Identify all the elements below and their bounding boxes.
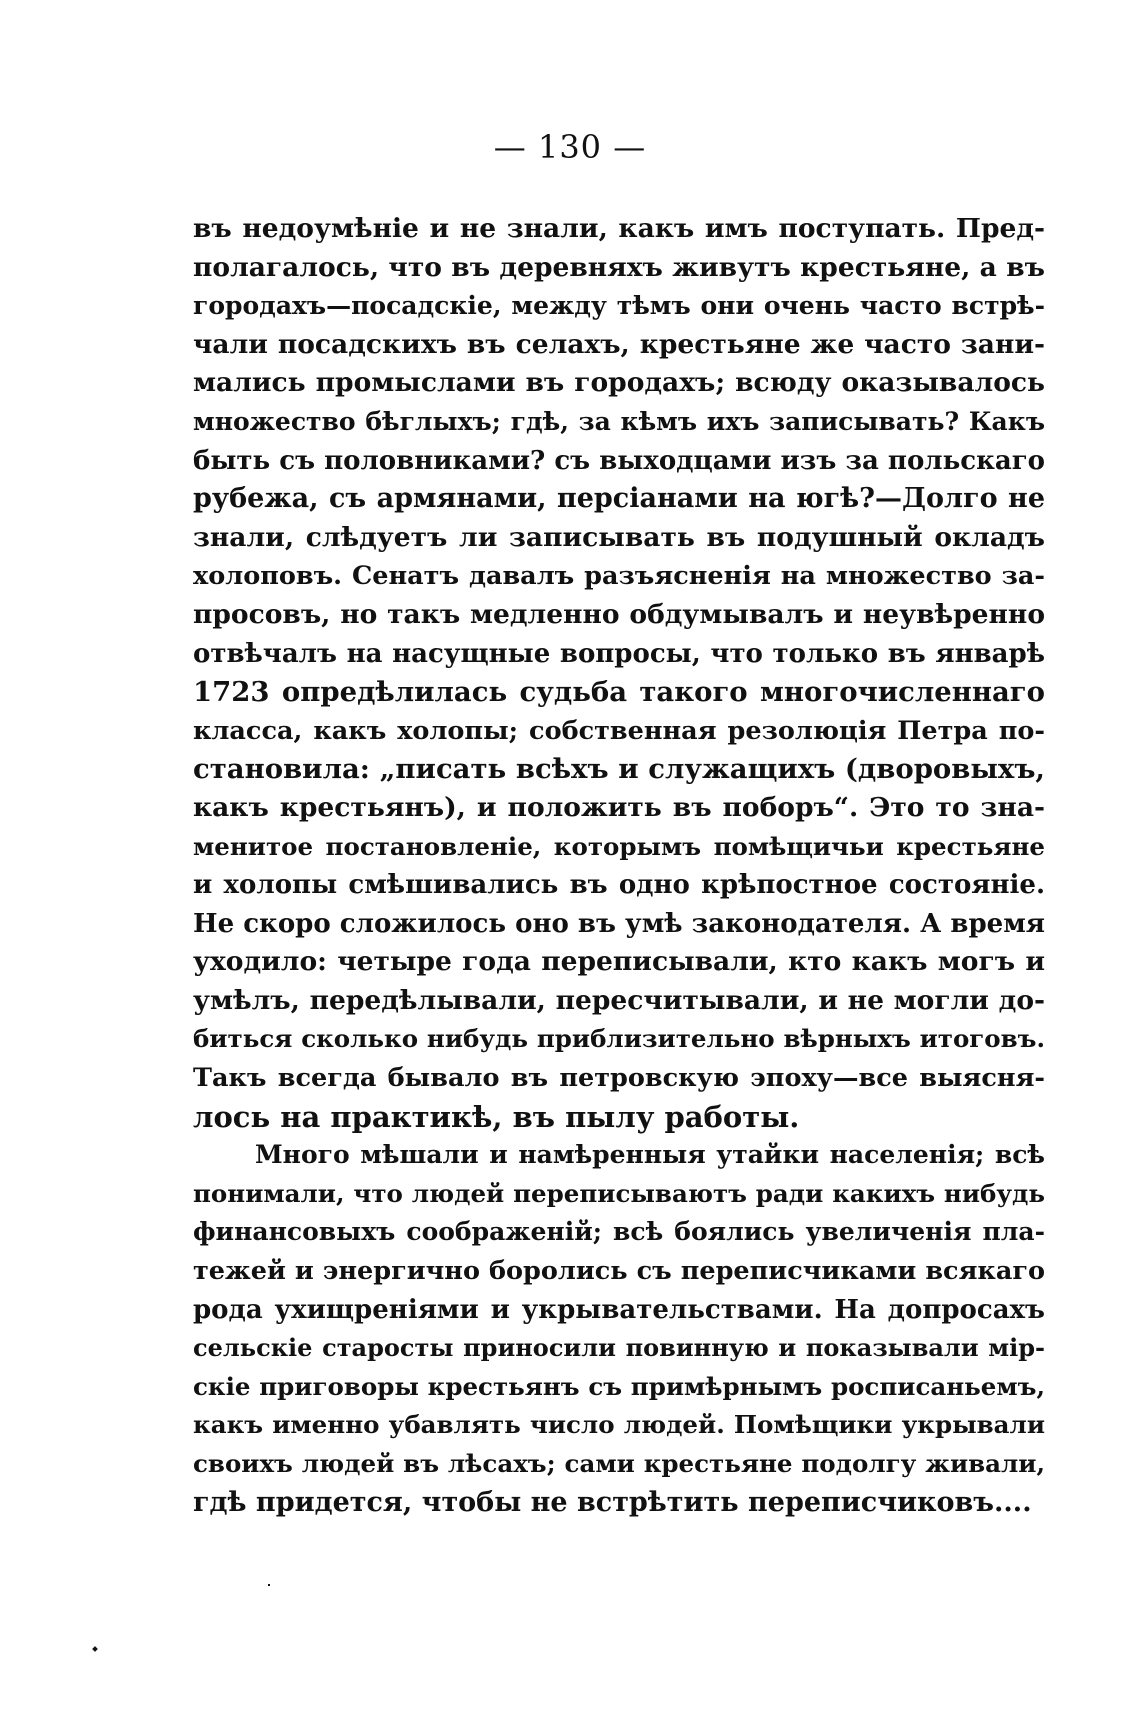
text-line: множество бѣглыхъ; гдѣ, за кѣмъ ихъ записывать? Какъ	[193, 406, 1045, 436]
page-number: — 130 —	[493, 128, 647, 166]
text-line: чали посадскихъ въ селахъ, крестьяне же часто зани-	[193, 328, 1045, 360]
text-line: становила: „писать всѣхъ и служащихъ (дворовыхъ,	[193, 753, 1045, 786]
paragraph-1	[193, 210, 1045, 1136]
text-line: въ недоумѣніе и не знали, какъ имъ поступать. Пред-	[193, 213, 1045, 244]
text-line: рода ухищреніями и укрывательствами. На допросахъ	[193, 1294, 1045, 1325]
text-line: просовъ, но такъ медленно обдумывалъ и неувѣренно	[193, 598, 1045, 630]
text-line: понимали, что людей переписываютъ ради какихъ нибудь	[193, 1178, 1045, 1208]
text-line: городахъ—посадскіе, между тѣмъ они очень часто встрѣ-	[193, 291, 1045, 321]
text-line: и холопы смѣшивались въ одно крѣпостное состояніе.	[193, 870, 1045, 901]
text-line: 1723 опредѣлилась судьба такого многочисленнаго	[193, 676, 1045, 709]
text-line: Много мѣшали и намѣренныя утайки населенія; всѣ	[255, 1140, 1045, 1170]
scan-speck	[268, 1584, 270, 1586]
text-line: холоповъ. Сенатъ давалъ разъясненія на множество за-	[193, 561, 1045, 592]
text-line: отвѣчалъ на насущные вопросы, что только въ январѣ	[193, 638, 1045, 669]
text-line: лось на практикѣ, въ пылу работы.	[193, 1099, 800, 1134]
text-line: биться сколько нибудь приблизительно вѣрныхъ итоговъ.	[193, 1024, 1045, 1054]
text-line: Не скоро сложилось оно въ умѣ законодателя. А время	[193, 908, 1045, 939]
text-line: полагалось, что въ деревняхъ живутъ крестьяне, а въ	[193, 251, 1045, 283]
text-line: гдѣ придется, чтобы не встрѣтить переписчиковъ....	[193, 1486, 1032, 1518]
paragraph-2	[193, 1136, 1045, 1522]
text-line: знали, слѣдуетъ ли записывать въ подушный окладъ	[193, 521, 1045, 553]
text-line: сельскіе старосты приносили повинную и показывали мір-	[193, 1333, 1045, 1363]
text-line: Такъ всегда бывало въ петровскую эпоху—все выясня-	[193, 1063, 1045, 1094]
text-line: своихъ людей въ лѣсахъ; сами крестьяне подолгу живали,	[193, 1449, 1045, 1478]
text-line: класса, какъ холопы; собственная резолюція Петра по-	[193, 715, 1045, 746]
text-line: мались промыслами въ городахъ; всюду оказывалось	[193, 367, 1045, 399]
text-line: скіе приговоры крестьянъ съ примѣрнымъ росписаньемъ,	[193, 1371, 1045, 1401]
body-text	[193, 210, 1045, 1522]
text-line: менитое постановленіе, которымъ помѣщичьи крестьяне	[193, 831, 1045, 861]
scan-speck	[92, 1646, 98, 1652]
text-line: уходило: четыре года переписывали, кто какъ могъ и	[193, 946, 1045, 978]
text-line: тежей и энергично боролись съ переписчиками всякаго	[193, 1256, 1045, 1287]
text-line: умѣлъ, передѣлывали, пересчитывали, и не могли до-	[193, 984, 1045, 1016]
text-line: какъ крестьянъ), и положить въ поборъ“. Это то зна-	[193, 791, 1045, 823]
text-line: какъ именно убавлять число людей. Помѣщики укрывали	[193, 1410, 1045, 1440]
text-line: финансовыхъ соображеній; всѣ боялись увеличенія пла-	[193, 1217, 1045, 1247]
text-line: рубежа, съ армянами, персіанами на югѣ?—Долго не	[193, 483, 1045, 515]
text-line: быть съ половниками? съ выходцами изъ за польскаго	[193, 445, 1045, 476]
